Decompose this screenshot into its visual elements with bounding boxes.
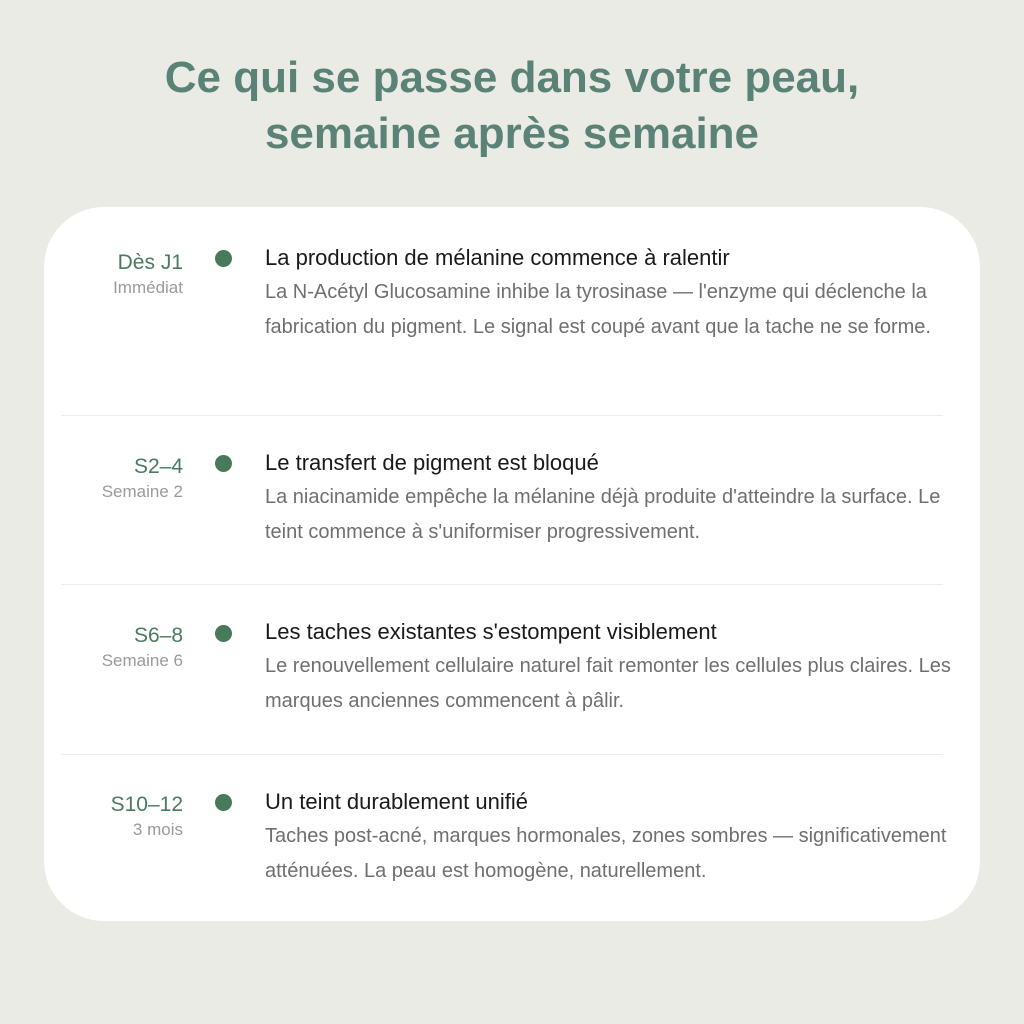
timeline-content [265, 617, 955, 719]
timeline-item-description: La N-Acétyl Glucosamine inhibe la tyrosinase — l'enzyme qui déclenche la fabrication du pigment. Le signal est coupé avant que la tache ne se forme. [265, 281, 931, 338]
timeline-step-label: S2–4 [133, 455, 183, 478]
page-title [0, 50, 1024, 162]
divider [61, 584, 943, 585]
timeline-item-description: Le renouvellement cellulaire naturel fait remonter les cellules plus claires. Les marques anciennes commencent à pâlir. [265, 655, 951, 712]
page-title-line-2: semaine après semaine [264, 109, 760, 158]
timeline-item-title: Un teint durablement unifié [265, 789, 528, 814]
page-title-line-1: Ce qui se passe dans votre peau, [164, 53, 860, 102]
timeline-step-label: S10–12 [110, 793, 183, 816]
timeline-when [44, 453, 183, 503]
timeline-step-label: Dès J1 [117, 251, 183, 274]
timeline-item-description: La niacinamide empêche la mélanine déjà produite d'atteindre la surface. Le teint commence à s'uniformiser progressivement. [265, 486, 941, 543]
timeline-step-sublabel: Semaine 2 [101, 482, 183, 501]
timeline-step-sublabel: Immédiat [113, 278, 183, 297]
timeline-content [265, 448, 955, 550]
timeline-when [44, 622, 183, 672]
divider [61, 415, 943, 416]
timeline-item-description: Taches post-acné, marques hormonales, zones sombres — significativement atténuées. La peau est homogène, naturellement. [265, 825, 947, 882]
timeline-dot-icon [215, 250, 232, 267]
timeline-content [265, 243, 955, 345]
timeline-when [44, 249, 183, 299]
timeline-dot-icon [215, 625, 232, 642]
timeline-step-label: S6–8 [133, 624, 183, 647]
timeline-item-title: La production de mélanine commence à ralentir [265, 245, 730, 270]
timeline-dot-icon [215, 794, 232, 811]
timeline-card [44, 207, 980, 921]
timeline-dot-icon [215, 455, 232, 472]
timeline-step-sublabel: Semaine 6 [101, 651, 183, 670]
timeline-item-title: Le transfert de pigment est bloqué [265, 450, 599, 475]
timeline-when [44, 791, 183, 841]
timeline-step-sublabel: 3 mois [132, 820, 183, 839]
divider [61, 754, 943, 755]
timeline-item-title: Les taches existantes s'estompent visiblement [265, 619, 717, 644]
timeline-content [265, 787, 955, 889]
